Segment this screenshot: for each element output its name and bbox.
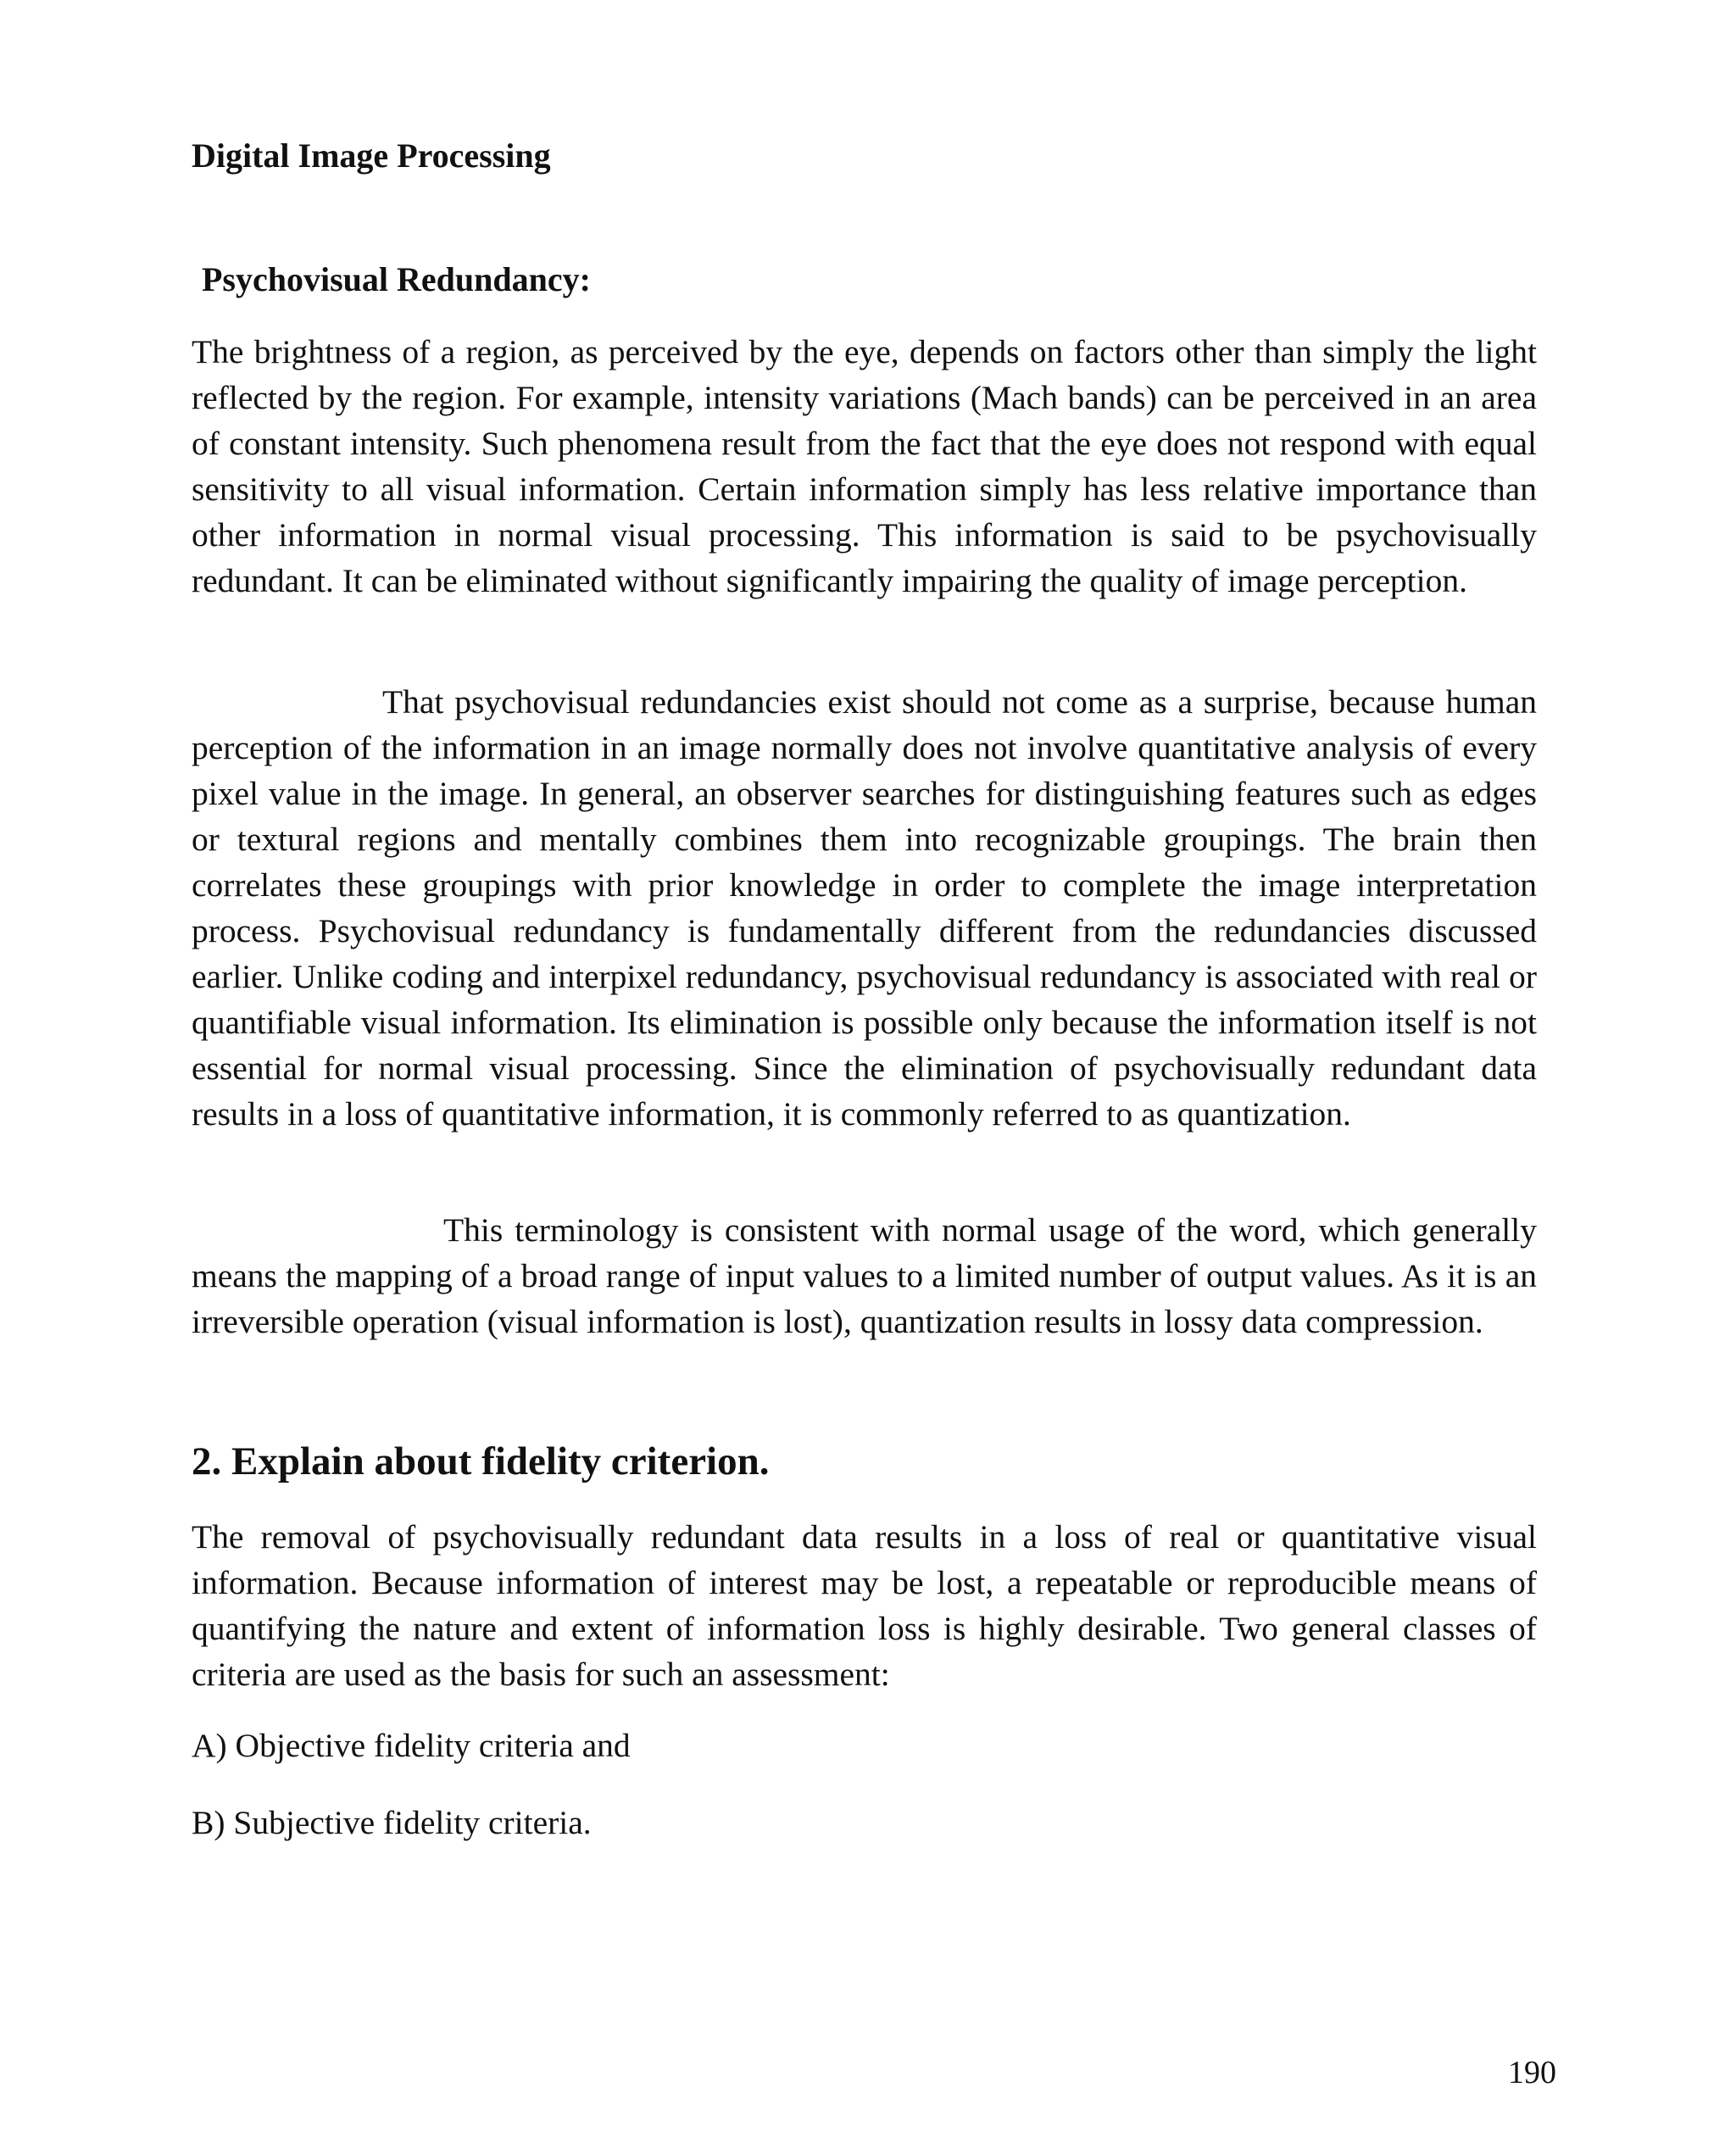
body-paragraph: The brightness of a region, as perceived by the eye, depends on factors other than simply the light reflected by the region. For example, intensity variations (Mach bands) can be perceived in an area of constant intensity. Such phenomena result from the fact that the eye does not respond with equal sensitivity to all visual information. Certain information simply has less relative importance than other information in normal visual processing. This information is said to be psychovisually redundant. It can be eliminated without significantly impairing the quality of image perception. [192, 333, 1537, 599]
body-paragraph: This terminology is consistent with normal usage of the word, which generally means the mapping of a broad range of input values to a limited number of output values. As it is an irreversible operation (visual information is lost), quantization results in lossy data compression. [192, 1211, 1537, 1340]
question-heading: 2. Explain about fidelity criterion. [192, 1439, 770, 1483]
section-title: Psychovisual Redundancy: [202, 260, 591, 298]
list-item: B) Subjective fidelity criteria. [192, 1804, 592, 1841]
body-paragraph: That psychovisual redundancies exist should not come as a surprise, because human perception of the information in an image normally does not involve quantitative analysis of every pixel value in the image. In general, an observer searches for distinguishing features such as edges or textural regions and mentally combines them into recognizable groupings. The brain then correlates these groupings with prior knowledge in order to complete the image interpretation process. Psychovisual redundancy is fundamentally different from the redundancies discussed earlier. Unlike coding and interpixel redundancy, psychovisual redundancy is associated with real or quantifiable visual information. Its elimination is possible only because the information itself is not essential for normal visual processing. Since the elimination of psychovisually redundant data results in a loss of quantitative information, it is commonly referred to as quantization. [192, 683, 1537, 1133]
page-number: 190 [1508, 2055, 1556, 2090]
list-item: A) Objective fidelity criteria and [192, 1727, 631, 1764]
body-paragraph: The removal of psychovisually redundant data results in a loss of real or quantitative visual information. Because information of interest may be lost, a repeatable or reproducible means of quantifying the nature and extent of information loss is highly desirable. Two general classes of criteria are used as the basis for such an assessment: [192, 1518, 1537, 1693]
running-header-title: Digital Image Processing [192, 136, 551, 175]
